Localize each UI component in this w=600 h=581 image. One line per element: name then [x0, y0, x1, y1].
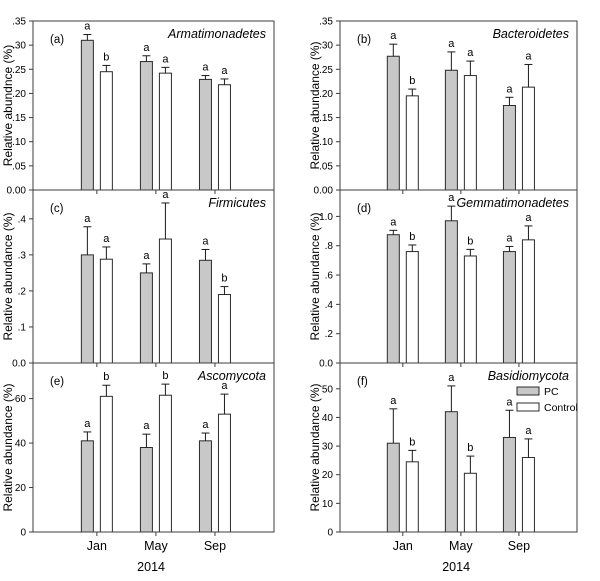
bar-pc-may: [445, 70, 457, 190]
bar-control-sep: [522, 458, 534, 532]
sig-letter-control-jan: b: [409, 230, 416, 243]
y-tick-label: .3: [17, 250, 26, 262]
bar-pc-jan: [81, 441, 93, 532]
bar-control-may: [464, 256, 476, 363]
y-tick-label: .25: [12, 64, 26, 76]
bar-pc-may: [140, 62, 152, 190]
bar-pc-sep: [199, 79, 211, 190]
bar-control-jan: [406, 462, 418, 532]
bar-pc-may: [140, 273, 152, 363]
sig-letter-control-may: a: [162, 188, 169, 201]
y-tick-label: .6: [324, 270, 333, 282]
panel-d: [308, 190, 577, 370]
sig-letter-control-jan: b: [409, 75, 416, 88]
panel-label: (f): [357, 376, 368, 388]
sig-letter-pc-jan: a: [84, 417, 91, 430]
bar-control-sep: [522, 240, 534, 363]
x-tick-label-sep: Sep: [203, 539, 227, 553]
sig-letter-control-sep: a: [221, 380, 228, 393]
y-axis-label: Relative abundnce (%): [1, 44, 15, 167]
y-tick-label: .25: [319, 64, 333, 76]
y-tick-label: .4: [17, 214, 26, 226]
y-tick-label: .10: [319, 137, 333, 149]
sig-letter-pc-sep: a: [202, 419, 209, 432]
bar-pc-sep: [503, 252, 515, 363]
panel-frame: [33, 190, 274, 363]
y-tick-label: 50: [321, 384, 333, 396]
y-tick-label: .8: [324, 241, 333, 253]
sig-letter-pc-sep: a: [202, 235, 209, 248]
panel-frame: [340, 190, 577, 363]
legend-swatch-pc: [517, 387, 539, 395]
y-tick-label: .15: [319, 113, 333, 125]
y-axis-label: Relative abundance (%): [308, 212, 322, 341]
y-tick-label: .05: [319, 161, 333, 173]
y-tick-label: .35: [12, 16, 26, 28]
legend-label-control: Control: [544, 402, 578, 414]
x-tick-label-sep: Sep: [507, 539, 531, 553]
x-tick-label-may: May: [449, 539, 473, 553]
panel-frame: [33, 363, 274, 532]
sig-letter-pc-may: a: [448, 371, 455, 384]
y-tick-label: .30: [319, 40, 333, 52]
y-axis-label: Relative abundance (%): [308, 41, 322, 170]
x-axis-year-right: 2014: [442, 560, 471, 574]
sig-letter-control-may: b: [467, 442, 474, 455]
bar-control-jan: [406, 252, 418, 363]
sig-letter-control-sep: a: [525, 211, 532, 224]
y-tick-label: .10: [12, 137, 26, 149]
panel-label: (d): [357, 203, 372, 215]
bar-pc-jan: [387, 443, 399, 532]
panel-f: [308, 363, 578, 574]
legend-label-pc: PC: [544, 386, 559, 398]
y-tick-label: 10: [321, 498, 333, 510]
sig-letter-pc-jan: a: [84, 212, 91, 225]
sig-letter-pc-jan: a: [84, 20, 91, 33]
panel-b: [308, 17, 577, 197]
sig-letter-pc-sep: a: [506, 232, 513, 245]
y-tick-label: 20: [321, 470, 333, 482]
sig-letter-pc-may: a: [448, 192, 455, 205]
sig-letter-control-may: a: [162, 53, 169, 66]
y-tick-label: 0: [20, 527, 26, 539]
y-tick-label: .20: [319, 88, 333, 100]
panel-title: Gemmatimonadetes: [456, 196, 569, 210]
bar-pc-jan: [81, 40, 93, 190]
y-tick-label: .2: [324, 329, 333, 341]
y-tick-label: 0.00: [313, 185, 333, 197]
panel-label: (c): [50, 203, 64, 215]
bar-control-jan: [406, 96, 418, 190]
bar-control-may: [464, 473, 476, 532]
bar-control-sep: [218, 85, 230, 190]
bar-control-sep: [522, 87, 534, 190]
bar-pc-jan: [387, 56, 399, 190]
sig-letter-pc-sep: a: [202, 61, 209, 74]
x-axis-year-left: 2014: [137, 560, 165, 574]
y-tick-label: 20: [14, 483, 26, 495]
sig-letter-control-sep: a: [525, 50, 532, 63]
y-axis-label: Relative abundance (%): [1, 212, 15, 341]
bar-control-sep: [218, 414, 230, 532]
sig-letter-pc-may: a: [143, 41, 150, 54]
sig-letter-pc-may: a: [448, 37, 455, 50]
sig-letter-control-may: b: [467, 235, 474, 248]
bar-control-may: [159, 239, 171, 363]
y-tick-label: 30: [321, 441, 333, 453]
y-tick-label: .35: [319, 16, 333, 28]
panel-label: (b): [357, 34, 372, 46]
panel-title: Armatimonadetes: [168, 27, 266, 41]
y-tick-label: 40: [14, 438, 26, 450]
sig-letter-control-jan: a: [103, 232, 110, 245]
sig-letter-pc-jan: a: [390, 394, 397, 407]
y-axis-label: Relative abundance (%): [1, 383, 15, 512]
panel-label: (e): [50, 376, 65, 388]
y-tick-label: 40: [321, 412, 333, 424]
sig-letter-pc-may: a: [143, 249, 150, 262]
y-tick-label: 1.0: [319, 211, 333, 223]
panel-e: [1, 363, 274, 574]
panel-frame: [340, 363, 577, 532]
sig-letter-control-jan: b: [103, 371, 110, 384]
bar-pc-may: [445, 221, 457, 363]
bar-pc-sep: [503, 106, 515, 191]
panel-a: [1, 17, 274, 197]
y-tick-label: .05: [12, 161, 26, 173]
bar-pc-sep: [503, 437, 515, 532]
bar-control-may: [159, 395, 171, 532]
legend: [517, 386, 578, 414]
panel-label: (a): [50, 34, 65, 46]
sig-letter-pc-jan: a: [390, 30, 397, 43]
y-tick-label: 0.0: [12, 358, 26, 370]
bar-pc-jan: [387, 235, 399, 363]
sig-letter-control-jan: b: [409, 436, 416, 449]
bar-pc-may: [140, 448, 152, 533]
y-tick-label: .4: [324, 299, 333, 311]
y-tick-label: .30: [12, 40, 26, 52]
bar-control-jan: [100, 396, 112, 532]
panel-frame: [33, 21, 274, 190]
y-tick-label: .20: [12, 88, 26, 100]
bar-pc-sep: [199, 260, 211, 363]
panel-title: Basidiomycota: [487, 369, 569, 383]
bar-control-may: [464, 76, 476, 190]
y-tick-label: .15: [12, 113, 26, 125]
bar-control-may: [159, 73, 171, 190]
x-tick-label-jan: Jan: [86, 539, 107, 553]
y-tick-label: 0.00: [6, 185, 26, 197]
sig-letter-control-may: b: [162, 370, 169, 383]
bar-pc-jan: [81, 255, 93, 363]
x-tick-label-jan: Jan: [392, 539, 413, 553]
x-tick-label-may: May: [144, 539, 168, 553]
y-tick-label: 0.0: [319, 358, 333, 370]
y-tick-label: 60: [14, 394, 26, 406]
sig-letter-pc-may: a: [143, 420, 150, 433]
bar-control-jan: [100, 259, 112, 363]
panel-title: Firmicutes: [208, 196, 266, 210]
sig-letter-pc-jan: a: [390, 216, 397, 229]
panel-c: [1, 189, 274, 370]
bar-control-sep: [218, 295, 230, 363]
sig-letter-control-sep: b: [221, 272, 228, 285]
panel-title: Ascomycota: [197, 369, 266, 383]
legend-swatch-control: [517, 403, 539, 411]
sig-letter-pc-sep: a: [506, 83, 513, 96]
sig-letter-control-sep: a: [525, 424, 532, 437]
sig-letter-control-jan: b: [103, 51, 110, 64]
sig-letter-control-sep: a: [221, 64, 228, 77]
panel-frame: [340, 21, 577, 190]
y-tick-label: 0: [327, 527, 333, 539]
bar-control-jan: [100, 72, 112, 190]
y-tick-label: .1: [17, 322, 26, 334]
y-tick-label: .2: [17, 286, 26, 298]
y-axis-label: Relative abundance (%): [308, 383, 322, 512]
panel-title: Bacteroidetes: [492, 27, 569, 41]
bar-pc-may: [445, 412, 457, 532]
sig-letter-control-may: a: [467, 47, 474, 60]
sig-letter-pc-sep: a: [506, 396, 513, 409]
bar-pc-sep: [199, 441, 211, 532]
